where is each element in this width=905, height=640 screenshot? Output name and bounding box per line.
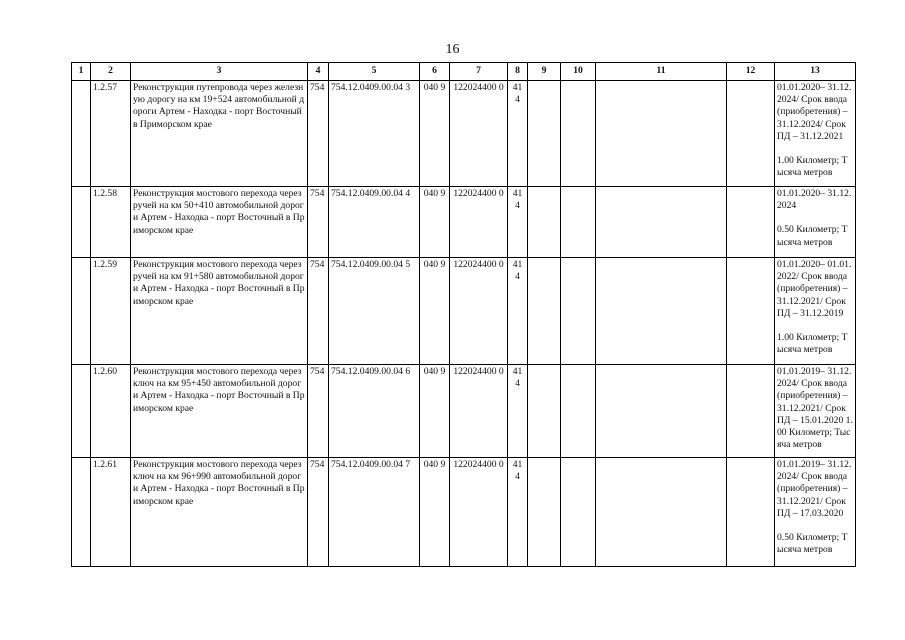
terms-dates: 01.01.2020– 31.12.2024	[777, 188, 852, 212]
table-row	[72, 187, 856, 258]
cell-empty	[528, 458, 561, 567]
header-row	[72, 63, 856, 81]
cell-expense-type: 41 4	[508, 365, 528, 458]
cell-item-number: 1.2.60	[91, 365, 131, 458]
cell-section: 040 9	[420, 81, 450, 187]
column-header: 11	[596, 63, 727, 81]
cell-target-code: 754.12.0409.00.04 7	[329, 458, 420, 567]
budget-table	[71, 62, 856, 567]
cell-blank	[72, 187, 91, 258]
cell-terms	[775, 81, 856, 187]
cell-empty	[596, 258, 727, 365]
page-number: 16	[445, 42, 460, 57]
terms-dates: 01.01.2020– 01.01.2022/ Срок ввода (приобретения) – 31.12.2021/ Срок ПД – 31.12.2019	[777, 259, 852, 319]
cell-blank	[72, 258, 91, 365]
cell-article: 122024400 0	[450, 81, 508, 187]
table-row	[72, 81, 856, 187]
cell-item-number: 1.2.59	[91, 258, 131, 365]
cell-empty	[561, 365, 596, 458]
cell-empty	[727, 258, 775, 365]
cell-article: 122024400 0	[450, 258, 508, 365]
cell-empty	[596, 187, 727, 258]
column-header: 12	[727, 63, 775, 81]
cell-empty	[727, 365, 775, 458]
cell-code: 754	[308, 258, 329, 365]
terms-dates: 01.01.2019– 31.12.2024/ Срок ввода (приобретения) – 31.12.2021/ Срок ПД – 17.03.2020	[777, 459, 852, 519]
column-header: 8	[508, 63, 528, 81]
column-header: 5	[329, 63, 420, 81]
cell-item-number: 1.2.61	[91, 458, 131, 567]
cell-description: Реконструкция мостового перехода через ручей на км 50+410 автомобильной дороги Артем - Находка - порт Восточный в Приморском крае	[131, 187, 308, 258]
cell-section: 040 9	[420, 458, 450, 567]
cell-empty	[528, 187, 561, 258]
cell-target-code: 754.12.0409.00.04 3	[329, 81, 420, 187]
terms-capacity: 1.00 Километр; Тысяча метров	[777, 155, 848, 179]
terms-capacity: 0.50 Километр; Тысяча метров	[777, 532, 848, 556]
cell-terms	[775, 258, 856, 365]
column-header: 13	[775, 63, 856, 81]
cell-empty	[528, 365, 561, 458]
terms-capacity: 1.00 Километр; Тысяча метров	[777, 414, 853, 451]
cell-empty	[727, 187, 775, 258]
cell-expense-type: 41 4	[508, 187, 528, 258]
cell-section: 040 9	[420, 365, 450, 458]
cell-article: 122024400 0	[450, 187, 508, 258]
cell-blank	[72, 458, 91, 567]
cell-empty	[528, 258, 561, 365]
cell-target-code: 754.12.0409.00.04 4	[329, 187, 420, 258]
cell-code: 754	[308, 458, 329, 567]
cell-empty	[596, 365, 727, 458]
cell-empty	[596, 458, 727, 567]
cell-empty	[561, 458, 596, 567]
cell-section: 040 9	[420, 258, 450, 365]
column-header: 3	[131, 63, 308, 81]
cell-description: Реконструкция путепровода через железную дорогу на км 19+524 автомобильной дороги Артем - Находка - порт Восточный в Приморском крае	[131, 81, 308, 187]
table-row	[72, 458, 856, 567]
cell-blank	[72, 365, 91, 458]
cell-empty	[561, 187, 596, 258]
cell-item-number: 1.2.57	[91, 81, 131, 187]
table-row	[72, 258, 856, 365]
cell-description: Реконструкция мостового перехода через ключ на км 95+450 автомобильной дороги Артем - Находка - порт Восточный в Приморском крае	[131, 365, 308, 458]
cell-section: 040 9	[420, 187, 450, 258]
cell-empty	[561, 81, 596, 187]
cell-expense-type: 41 4	[508, 458, 528, 567]
cell-article: 122024400 0	[450, 458, 508, 567]
cell-code: 754	[308, 187, 329, 258]
cell-code: 754	[308, 365, 329, 458]
cell-empty	[727, 81, 775, 187]
cell-terms	[775, 365, 856, 458]
table-row	[72, 365, 856, 458]
cell-blank	[72, 81, 91, 187]
column-header: 6	[420, 63, 450, 81]
cell-expense-type: 41 4	[508, 258, 528, 365]
column-header: 2	[91, 63, 131, 81]
cell-empty	[561, 258, 596, 365]
column-header: 7	[450, 63, 508, 81]
cell-empty	[528, 81, 561, 187]
cell-article: 122024400 0	[450, 365, 508, 458]
cell-description: Реконструкция мостового перехода через ручей на км 91+580 автомобильной дороги Артем - Находка - порт Восточный в Приморском крае	[131, 258, 308, 365]
cell-expense-type: 41 4	[508, 81, 528, 187]
cell-target-code: 754.12.0409.00.04 6	[329, 365, 420, 458]
column-header: 9	[528, 63, 561, 81]
terms-capacity: 1.00 Километр; Тысяча метров	[777, 332, 848, 356]
column-header: 4	[308, 63, 329, 81]
cell-terms	[775, 458, 856, 567]
cell-terms	[775, 187, 856, 258]
terms-dates: 01.01.2019– 31.12.2024/ Срок ввода (приобретения) – 31.12.2021/ Срок ПД – 15.01.2020	[777, 366, 852, 426]
cell-code: 754	[308, 81, 329, 187]
column-header: 10	[561, 63, 596, 81]
cell-item-number: 1.2.58	[91, 187, 131, 258]
column-header: 1	[72, 63, 91, 81]
cell-empty	[596, 81, 727, 187]
cell-target-code: 754.12.0409.00.04 5	[329, 258, 420, 365]
terms-dates: 01.01.2020– 31.12.2024/ Срок ввода (приобретения) – 31.12.2024/ Срок ПД – 31.12.2021	[777, 82, 852, 142]
cell-description: Реконструкция мостового перехода через ключ на км 96+990 автомобильной дороги Артем - Находка - порт Восточный в Приморском крае	[131, 458, 308, 567]
cell-empty	[727, 458, 775, 567]
terms-capacity: 0.50 Километр; Тысяча метров	[777, 224, 848, 248]
